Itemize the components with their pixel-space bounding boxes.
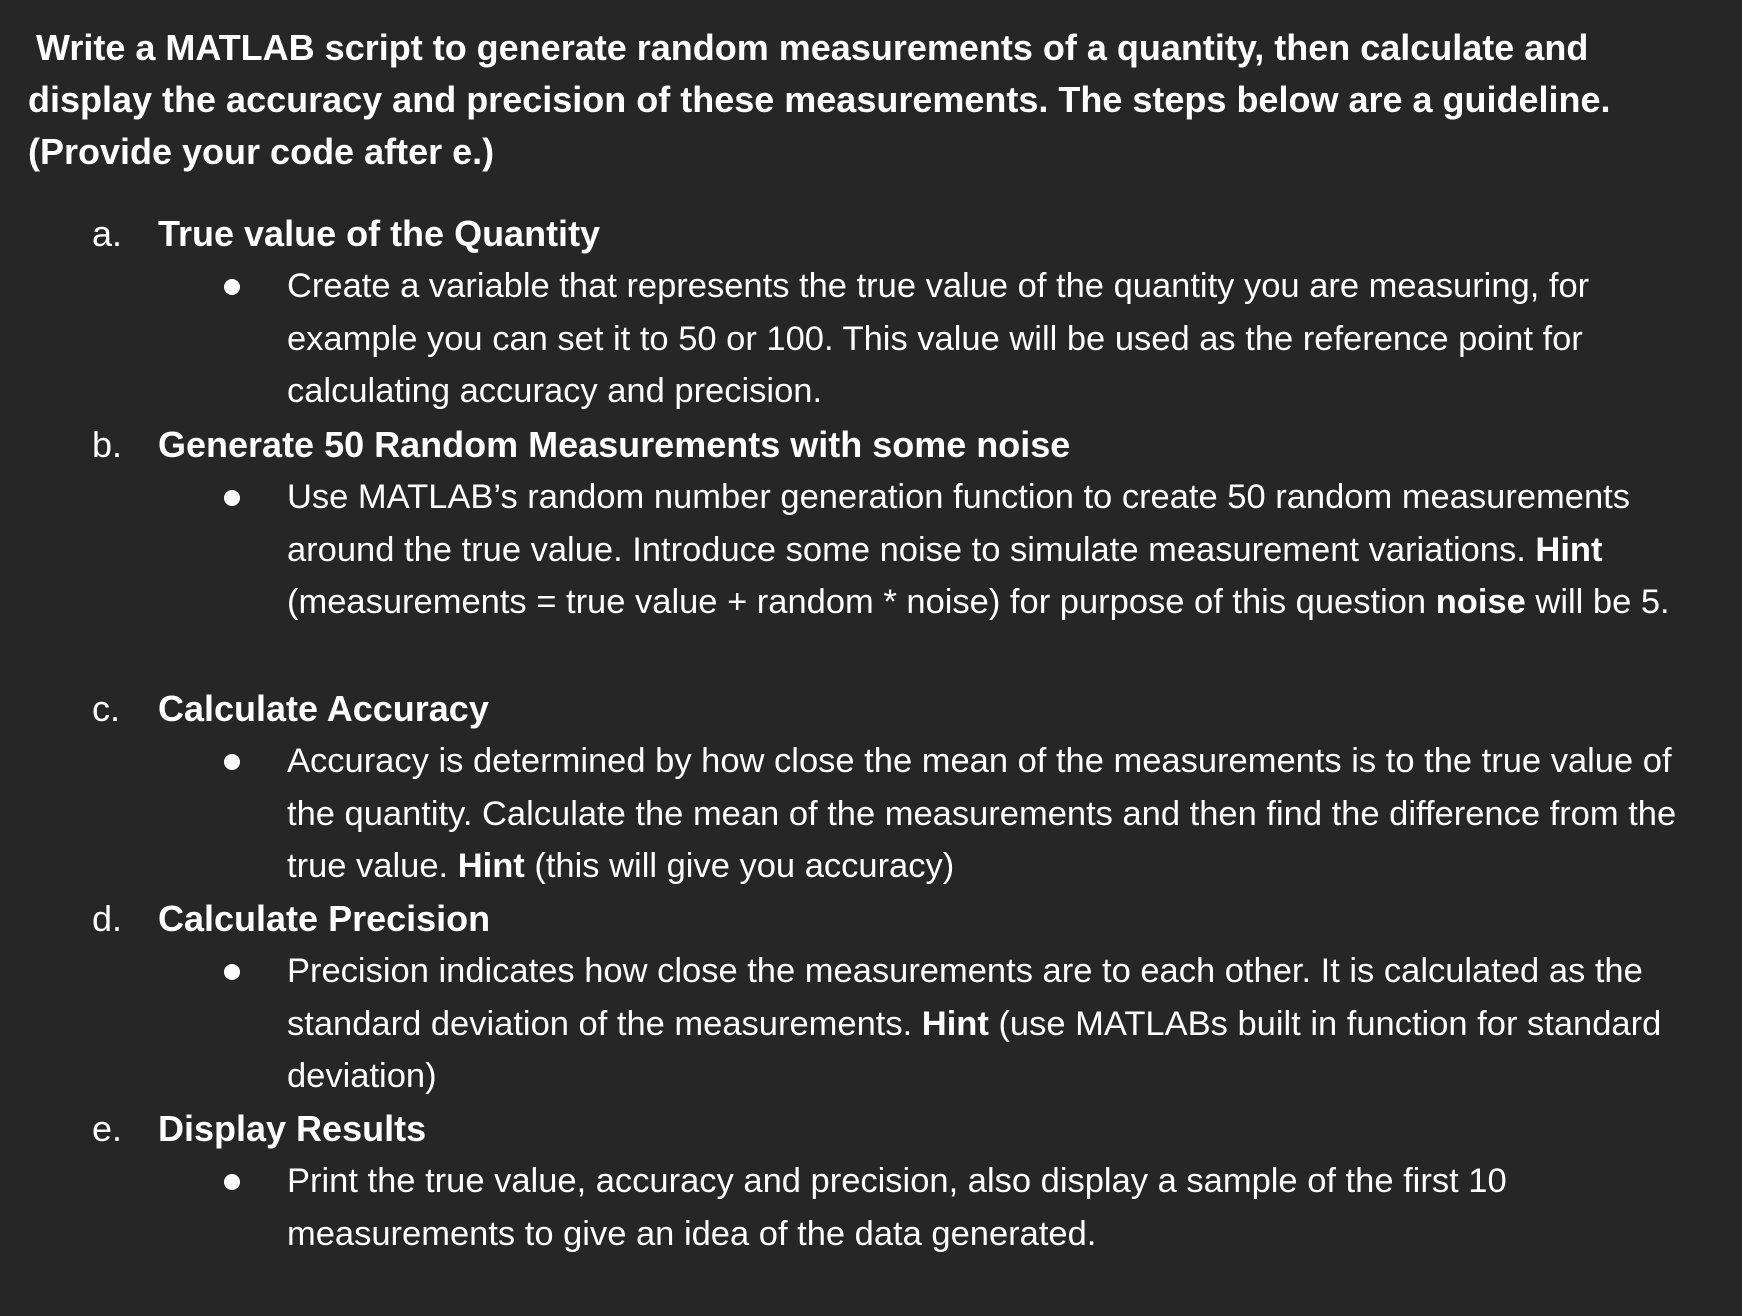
section-e — [92, 1103, 1712, 1260]
section-letter: e. — [92, 1108, 123, 1149]
bullet-text — [287, 1155, 1717, 1260]
hint-label: Hint — [457, 847, 525, 885]
section-letter: d. — [92, 898, 123, 939]
bullet-item — [92, 735, 1712, 893]
noise-label: noise — [1435, 583, 1526, 621]
bullet-item — [92, 471, 1712, 629]
intro-line-2: display the accuracy and precision of these measurements. The steps below are a guideline. — [28, 79, 1611, 120]
section-title: Calculate Accuracy — [158, 688, 489, 729]
bullet-dot-icon — [224, 279, 240, 295]
text-run: (use MATLABs built in function for standard deviation) — [287, 1004, 1662, 1095]
bullet-item — [92, 1155, 1712, 1260]
section-title: True value of the Quantity — [158, 213, 601, 254]
text-run: (this will give you accuracy) — [524, 847, 955, 885]
bullet-dot-icon — [224, 964, 240, 980]
section-heading — [92, 683, 1712, 735]
bullet-text — [287, 945, 1717, 1103]
section-c — [92, 683, 1712, 893]
bullet-text — [287, 471, 1717, 629]
section-letter: a. — [92, 213, 123, 254]
section-letter: c. — [92, 688, 121, 729]
bullet-item — [92, 945, 1712, 1103]
section-heading — [92, 419, 1712, 471]
section-title: Calculate Precision — [158, 898, 491, 939]
bullet-dot-icon — [224, 754, 240, 770]
intro-line-1: Write a MATLAB script to generate random measurements of a quantity, then calculate and — [36, 27, 1589, 68]
text-run: Use MATLAB’s random number generation function to create 50 random measurements around the true value. Introduce some noise to simulate measurement variations. — [287, 478, 1630, 569]
hint-label: Hint — [1535, 530, 1603, 569]
section-heading — [92, 208, 1712, 260]
section-title: Display Results — [158, 1108, 427, 1149]
bullet-dot-icon — [224, 1174, 240, 1190]
section-letter: b. — [92, 424, 123, 465]
text-run: Print the true value, accuracy and precision, also display a sample of the first 10 measurements to give an idea of the data generated. — [287, 1162, 1507, 1253]
text-run: (measurements = true value + random * noise) for purpose of this question — [287, 583, 1436, 621]
text-run: Create a variable that represents the true value of the quantity you are measuring, for example you can set it to 50 or 100. This value will be used as the reference point for calculating accuracy and precision. — [287, 267, 1590, 410]
text-run: will be 5. — [1525, 583, 1670, 621]
hint-label: Hint — [921, 1004, 989, 1043]
bullet-item — [92, 260, 1712, 418]
section-title: Generate 50 Random Measurements with some noise — [158, 424, 1071, 465]
text-run: Accuracy is determined by how close the mean of the measurements is to the true value of the quantity. Calculate the mean of the measurements and then find the difference from the true value. — [287, 742, 1677, 885]
bullet-text — [287, 260, 1717, 418]
bullet-text — [287, 735, 1717, 893]
bullet-dot-icon — [224, 490, 240, 506]
intro-paragraph — [28, 22, 1718, 178]
section-d — [92, 893, 1712, 1103]
intro-line-3: (Provide your code after e.) — [28, 131, 495, 172]
text-run: Precision indicates how close the measurements are to each other. It is calculated as the standard deviation of the measurements. — [287, 952, 1643, 1043]
section-heading — [92, 893, 1712, 945]
section-b — [92, 419, 1712, 629]
section-a — [92, 208, 1712, 418]
section-heading — [92, 1103, 1712, 1155]
